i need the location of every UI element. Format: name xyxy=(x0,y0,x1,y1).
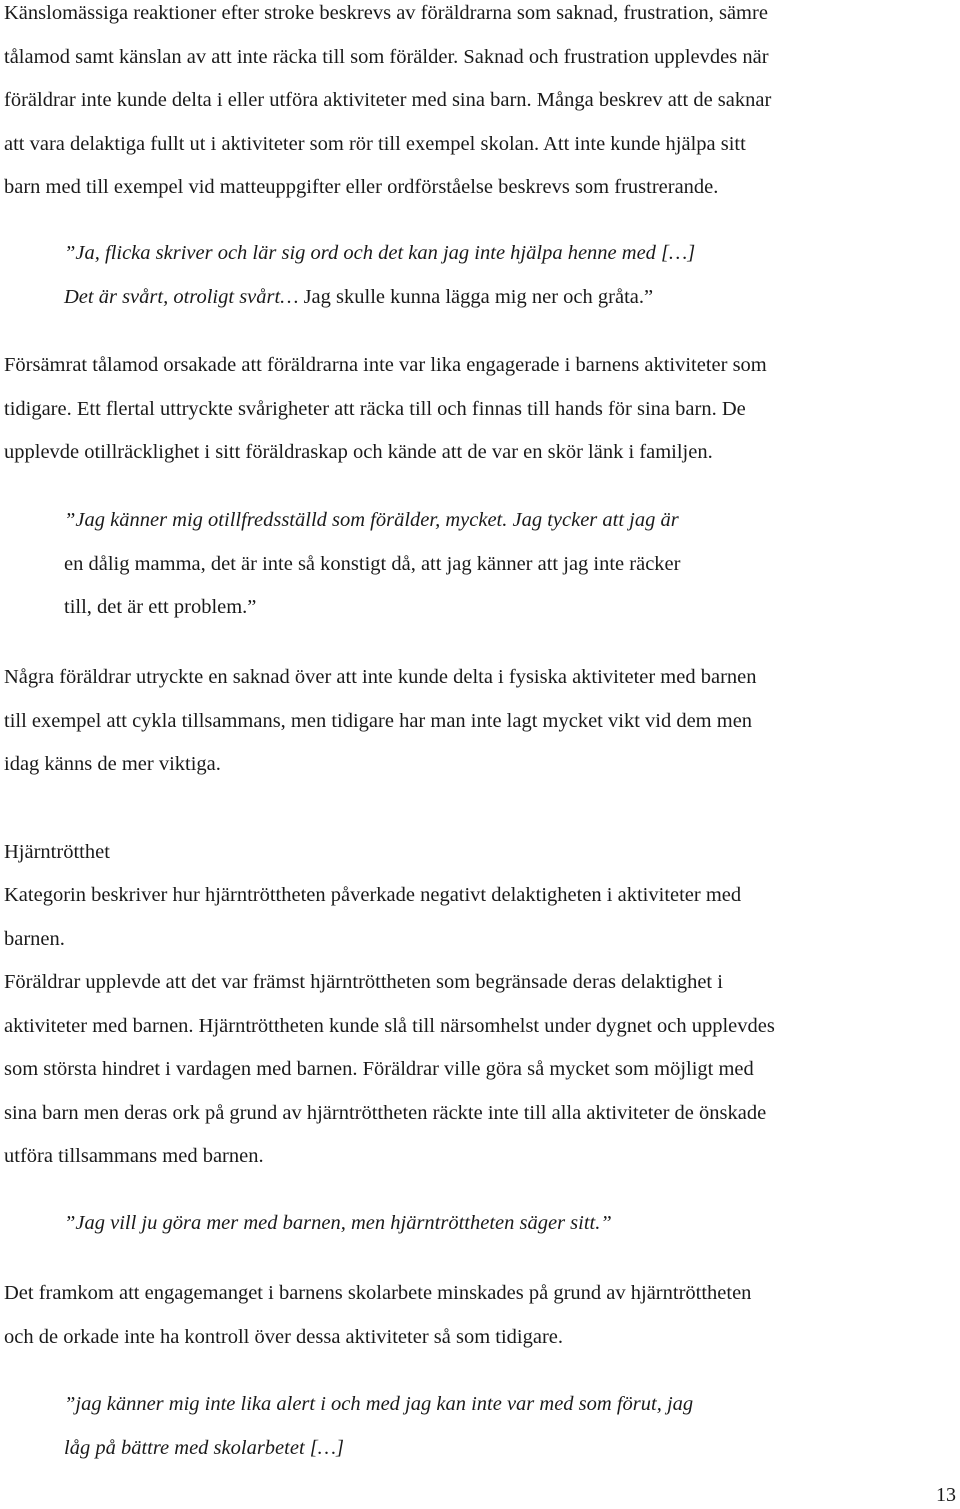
quote-line: ”Ja, flicka skriver och lär sig ord och det kan jag inte hjälpa henne med […] xyxy=(64,242,696,264)
text-line: att vara delaktiga fullt ut i aktiviteter som rör till exempel skolan. Att inte kunde hjälpa sitt xyxy=(4,132,746,155)
text-line: och de orkade inte ha kontroll över dessa aktiviteter så som tidigare. xyxy=(4,1325,564,1348)
quote-line: till, det är ett problem.” xyxy=(64,596,257,618)
text-line: idag känns de mer viktiga. xyxy=(4,753,221,775)
quote-fatigue xyxy=(4,1202,612,1246)
paragraph-category-description xyxy=(4,874,741,961)
quote-line: ”jag känner mig inte lika alert i och med jag kan inte var med som förut, jag xyxy=(64,1393,694,1415)
quote-line: ”Jag vill ju göra mer med barnen, men hjärntröttheten säger sitt.” xyxy=(64,1212,612,1234)
quote-line: ”Jag känner mig otillfredsställd som förälder, mycket. Jag tycker att jag är xyxy=(64,509,679,531)
paragraph-schoolwork xyxy=(4,1272,751,1359)
quote-line xyxy=(64,276,695,320)
text-line: barnen. xyxy=(4,927,65,950)
quote-parenthood xyxy=(4,499,680,630)
text-line: barn med till exempel vid matteuppgifter eller ordförståelse beskrevs som frustrerande. xyxy=(4,176,719,198)
text-line: tidigare. Ett flertal uttryckte svårigheter att räcka till och finnas till hands för sina barn. De xyxy=(4,397,746,420)
text-line: Försämrat tålamod orsakade att föräldrarna inte var lika engagerade i barnens aktiviteter som xyxy=(4,354,767,376)
section-heading: Hjärntrötthet xyxy=(4,841,110,863)
page-number: 13 xyxy=(936,1484,956,1506)
quote-line: låg på bättre med skolarbetet […] xyxy=(64,1436,344,1459)
text-line: utföra tillsammans med barnen. xyxy=(4,1145,264,1167)
quote-alertness xyxy=(4,1383,693,1470)
paragraph-physical-activities xyxy=(4,656,757,787)
text-line: Några föräldrar utryckte en saknad över att inte kunde delta i fysiska aktiviteter med barnen xyxy=(4,666,757,688)
quote-fragment: Jag skulle kunna lägga mig ner och gråta.” xyxy=(303,285,654,308)
paragraph-emotional-reactions xyxy=(4,0,771,210)
quote-fragment: Det är svårt, otroligt svårt… xyxy=(64,285,304,308)
text-line: föräldrar inte kunde delta i eller utföra aktiviteter med sina barn. Många beskrev att de saknar xyxy=(4,89,772,111)
quote-line: en dålig mamma, det är inte så konstigt då, att jag känner att jag inte räcker xyxy=(64,552,681,575)
text-line: till exempel att cykla tillsammans, men tidigare har man inte lagt mycket vikt vid dem men xyxy=(4,709,753,732)
text-line: Föräldrar upplevde att det var främst hjärntröttheten som begränsade deras delaktighet i xyxy=(4,971,723,993)
text-line: som största hindret i vardagen med barnen. Föräldrar ville göra så mycket som möjligt med xyxy=(4,1058,754,1080)
text-line: Känslomässiga reaktioner efter stroke beskrevs av föräldrarna som saknad, frustration, sämre xyxy=(4,2,768,24)
paragraph-patience xyxy=(4,344,767,475)
text-line: Det framkom att engagemanget i barnens skolarbete minskades på grund av hjärntröttheten xyxy=(4,1282,752,1304)
text-line: aktiviteter med barnen. Hjärntröttheten kunde slå till närsomhelst under dygnet och upplevdes xyxy=(4,1014,775,1037)
text-line: upplevde otillräcklighet i sitt föräldraskap och kände att de var en skör länk i familjen. xyxy=(4,441,713,463)
text-line: sina barn men deras ork på grund av hjärntröttheten räckte inte till alla aktiviteter de önskade xyxy=(4,1101,767,1124)
paragraph-brain-fatigue xyxy=(4,961,775,1179)
quote-homework xyxy=(4,232,695,319)
text-line: Kategorin beskriver hur hjärntröttheten påverkade negativt delaktigheten i aktiviteter med xyxy=(4,884,742,906)
text-line: tålamod samt känslan av att inte räcka till som förälder. Saknad och frustration upplevdes när xyxy=(4,45,769,68)
